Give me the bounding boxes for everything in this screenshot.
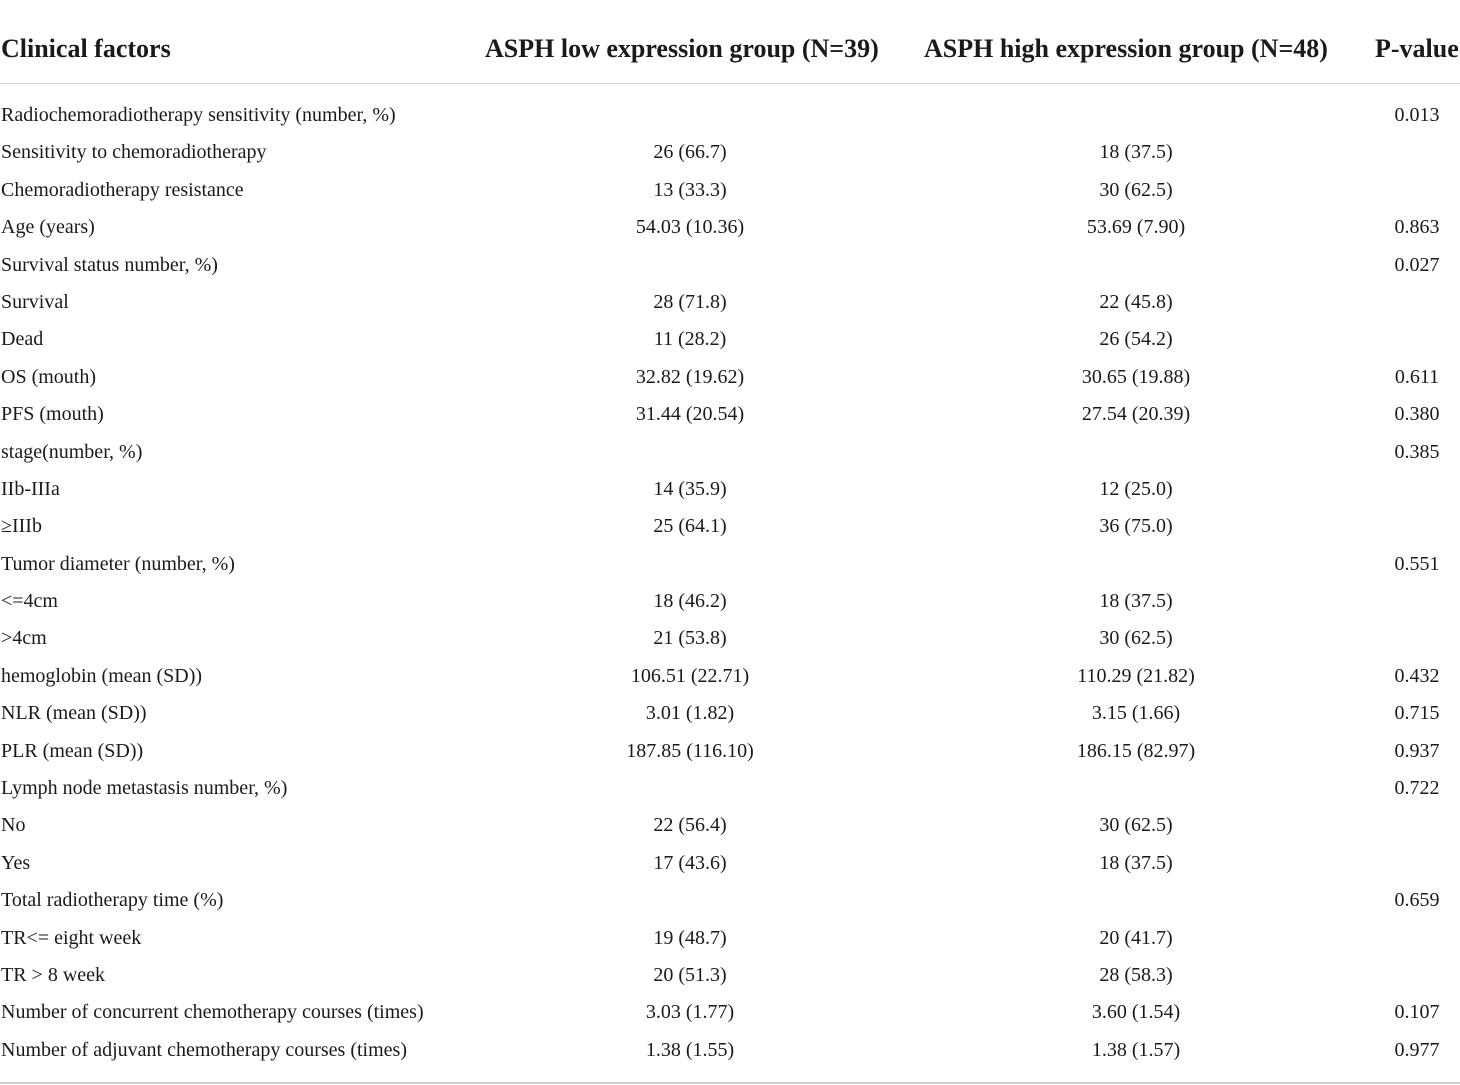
cell-p-value: 0.863 xyxy=(1394,216,1440,239)
cell-low-expression: 3.01 (1.82) xyxy=(645,702,735,725)
cell-clinical-factor: TR > 8 week xyxy=(1,963,106,986)
table-row xyxy=(0,396,1460,433)
table-row xyxy=(0,172,1460,209)
cell-clinical-factor: Number of concurrent chemotherapy courses (times) xyxy=(1,1001,424,1024)
cell-high-expression: 30 (62.5) xyxy=(1099,627,1173,650)
cell-low-expression: 54.03 (10.36) xyxy=(635,216,745,239)
cell-low-expression: 187.85 (116.10) xyxy=(626,739,754,762)
cell-low-expression: 14 (35.9) xyxy=(653,477,727,500)
cell-high-expression: 28 (58.3) xyxy=(1099,963,1173,986)
cell-high-expression: 1.38 (1.57) xyxy=(1091,1038,1181,1061)
cell-high-expression: 22 (45.8) xyxy=(1099,290,1173,313)
cell-high-expression: 186.15 (82.97) xyxy=(1076,739,1196,762)
cell-clinical-factor: Radiochemoradiotherapy sensitivity (number, %) xyxy=(1,104,396,126)
cell-low-expression: 31.44 (20.54) xyxy=(635,403,745,426)
cell-high-expression: 27.54 (20.39) xyxy=(1081,403,1191,426)
cell-high-expression: 30 (62.5) xyxy=(1099,814,1173,837)
header-high-expression-group: ASPH high expression group (N=48) xyxy=(924,34,1328,63)
cell-low-expression: 19 (48.7) xyxy=(653,926,727,949)
cell-p-value: 0.659 xyxy=(1394,889,1440,912)
cell-high-expression: 110.29 (21.82) xyxy=(1077,664,1195,687)
cell-p-value: 0.027 xyxy=(1394,253,1440,276)
table-row xyxy=(0,733,1460,770)
table-row xyxy=(0,770,1460,807)
cell-p-value: 0.107 xyxy=(1394,1001,1440,1024)
cell-low-expression: 106.51 (22.71) xyxy=(630,664,750,687)
table-row xyxy=(0,920,1460,957)
cell-low-expression: 25 (64.1) xyxy=(653,515,727,538)
table-row xyxy=(0,658,1460,695)
table-row xyxy=(0,134,1460,171)
table-row xyxy=(0,247,1460,284)
cell-clinical-factor: PLR (mean (SD)) xyxy=(1,739,144,762)
cell-clinical-factor: hemoglobin (mean (SD)) xyxy=(1,664,203,687)
cell-high-expression: 36 (75.0) xyxy=(1099,515,1173,538)
table-row xyxy=(0,882,1460,919)
cell-p-value: 0.013 xyxy=(1394,104,1440,126)
cell-clinical-factor: Number of adjuvant chemotherapy courses (times) xyxy=(1,1038,407,1061)
cell-low-expression: 22 (56.4) xyxy=(653,814,727,837)
cell-high-expression: 12 (25.0) xyxy=(1099,477,1173,500)
cell-high-expression: 30 (62.5) xyxy=(1099,178,1173,201)
cell-clinical-factor: Survival status number, %) xyxy=(1,253,218,276)
cell-clinical-factor: No xyxy=(1,814,26,837)
cell-low-expression: 28 (71.8) xyxy=(653,290,727,313)
cell-clinical-factor: Dead xyxy=(1,328,44,351)
cell-p-value: 0.551 xyxy=(1394,552,1440,575)
table-row xyxy=(0,845,1460,882)
table-row xyxy=(0,546,1460,583)
cell-clinical-factor: TR<= eight week xyxy=(1,926,142,949)
table-row xyxy=(0,434,1460,471)
cell-p-value: 0.937 xyxy=(1394,739,1440,762)
cell-low-expression: 3.03 (1.77) xyxy=(645,1001,735,1024)
cell-clinical-factor: Lymph node metastasis number, %) xyxy=(1,777,288,800)
cell-low-expression: 17 (43.6) xyxy=(653,851,727,874)
table-row xyxy=(0,209,1460,246)
cell-clinical-factor: OS (mouth) xyxy=(1,365,96,388)
cell-clinical-factor: Yes xyxy=(1,851,31,874)
cell-low-expression: 21 (53.8) xyxy=(653,627,727,650)
cell-clinical-factor: Chemoradiotherapy resistance xyxy=(1,178,244,201)
cell-p-value: 0.385 xyxy=(1394,440,1440,463)
cell-clinical-factor: Survival xyxy=(1,290,69,313)
cell-clinical-factor: <=4cm xyxy=(1,590,58,613)
cell-clinical-factor: NLR (mean (SD)) xyxy=(1,702,147,725)
cell-high-expression: 20 (41.7) xyxy=(1099,926,1173,949)
cell-high-expression: 3.15 (1.66) xyxy=(1091,702,1181,725)
cell-high-expression: 18 (37.5) xyxy=(1099,590,1173,613)
cell-low-expression: 26 (66.7) xyxy=(653,141,727,164)
table-row xyxy=(0,807,1460,844)
table-row xyxy=(0,695,1460,732)
cell-high-expression: 18 (37.5) xyxy=(1099,851,1173,874)
cell-clinical-factor: Age (years) xyxy=(1,216,95,239)
cell-p-value: 0.715 xyxy=(1394,702,1440,725)
cell-clinical-factor: >4cm xyxy=(1,627,47,650)
table-row xyxy=(0,508,1460,545)
table-row xyxy=(0,620,1460,657)
header-low-expression-group: ASPH low expression group (N=39) xyxy=(485,34,879,63)
cell-p-value: 0.380 xyxy=(1394,403,1440,426)
table-row xyxy=(0,1032,1460,1069)
cell-low-expression: 18 (46.2) xyxy=(653,590,727,613)
cell-clinical-factor: IIb-IIIa xyxy=(1,477,60,500)
cell-low-expression: 20 (51.3) xyxy=(653,963,727,986)
cell-clinical-factor: Total radiotherapy time (%) xyxy=(1,889,224,912)
table-row xyxy=(0,957,1460,994)
cell-p-value: 0.432 xyxy=(1394,664,1440,687)
bottom-rule xyxy=(0,1082,1460,1084)
table-body xyxy=(0,97,1460,1069)
cell-clinical-factor: stage(number, %) xyxy=(1,440,143,463)
cell-high-expression: 3.60 (1.54) xyxy=(1091,1001,1181,1024)
table-header xyxy=(0,0,1460,84)
table-row xyxy=(0,994,1460,1031)
cell-p-value: 0.611 xyxy=(1394,365,1440,388)
table-row xyxy=(0,471,1460,508)
cell-low-expression: 1.38 (1.55) xyxy=(645,1038,735,1061)
cell-high-expression: 18 (37.5) xyxy=(1099,141,1173,164)
cell-clinical-factor: Tumor diameter (number, %) xyxy=(1,552,235,575)
table-row xyxy=(0,97,1460,134)
table-row xyxy=(0,284,1460,321)
table-row xyxy=(0,583,1460,620)
cell-clinical-factor: PFS (mouth) xyxy=(1,403,104,426)
cell-p-value: 0.977 xyxy=(1394,1038,1440,1061)
table-row xyxy=(0,321,1460,358)
cell-low-expression: 11 (28.2) xyxy=(653,328,727,351)
cell-high-expression: 53.69 (7.90) xyxy=(1086,216,1186,239)
cell-clinical-factor: ≥IIIb xyxy=(1,515,42,538)
cell-p-value: 0.722 xyxy=(1394,777,1440,800)
header-clinical-factors: Clinical factors xyxy=(1,34,171,63)
cell-high-expression: 30.65 (19.88) xyxy=(1081,365,1191,388)
cell-clinical-factor: Sensitivity to chemoradiotherapy xyxy=(1,141,267,164)
cell-high-expression: 26 (54.2) xyxy=(1099,328,1173,351)
header-p-value: P-value xyxy=(1375,34,1459,63)
cell-low-expression: 32.82 (19.62) xyxy=(635,365,745,388)
cell-low-expression: 13 (33.3) xyxy=(653,178,727,201)
table-row xyxy=(0,359,1460,396)
